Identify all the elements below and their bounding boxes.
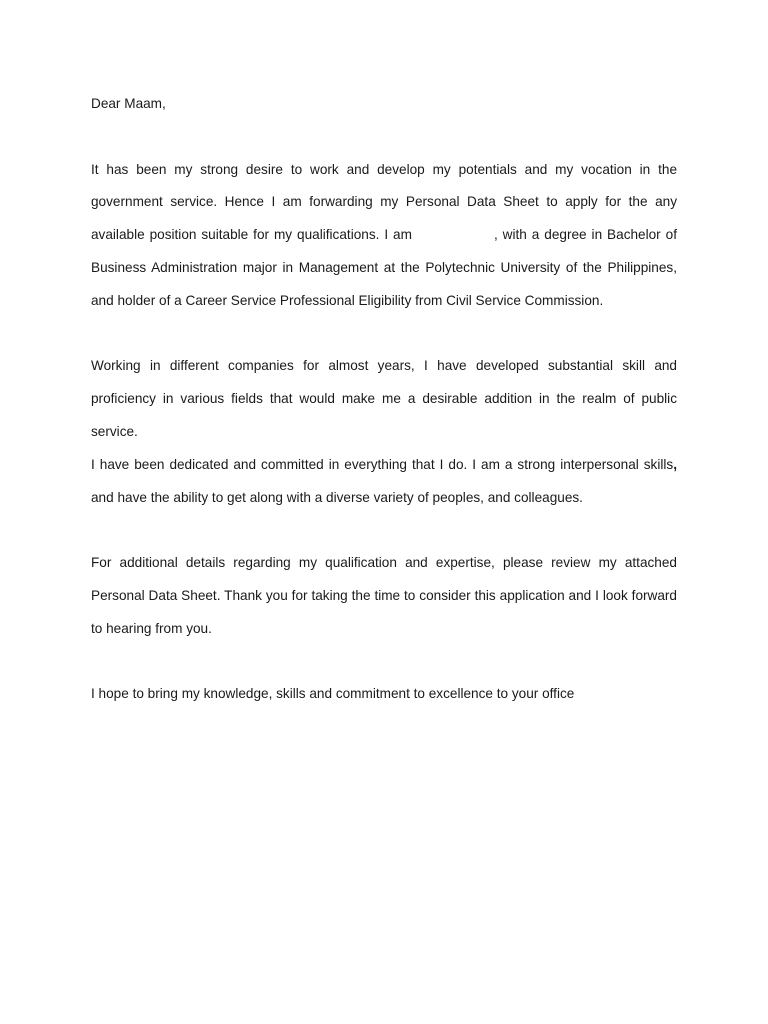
paragraph-skills-part-2: and have the ability to get along with a diverse variety of peoples, and colleagues. — [91, 489, 583, 505]
paragraph-skills — [91, 449, 677, 515]
paragraph-skills-part-1: I have been dedicated and committed in everything that I do. I am a strong interpersonal skills — [91, 456, 674, 472]
paragraph-skills-comma: , — [673, 456, 677, 472]
paragraph-intro — [91, 154, 677, 318]
letter-body — [91, 88, 677, 711]
paragraph-intro-part-2: , with a degree in Bachelor of Business Administration major in Management at the Polytechnic University of the Philippines, and holder of a Career Service Professional Eligibility from Civil Service Commission. — [91, 227, 677, 308]
paragraph-intro-part-1: It has been my strong desire to work and develop my potentials and my vocation in the government service. Hence I am forwarding my Personal Data Sheet to apply for the any available position suitable for my qualifications. I am — [91, 161, 677, 243]
paragraph-closing: I hope to bring my knowledge, skills and commitment to excellence to your office — [91, 686, 575, 702]
salutation: Dear Maam, — [91, 96, 166, 111]
paragraph-experience: Working in different companies for almost years, I have developed substantial skill and proficiency in various fields that would make me a desirable addition in the realm of public service. — [91, 358, 677, 439]
paragraph-details: For additional details regarding my qualification and expertise, please review my attached Personal Data Sheet. Thank you for taking the time to consider this application and I look forward to hearing from you. — [91, 555, 677, 636]
